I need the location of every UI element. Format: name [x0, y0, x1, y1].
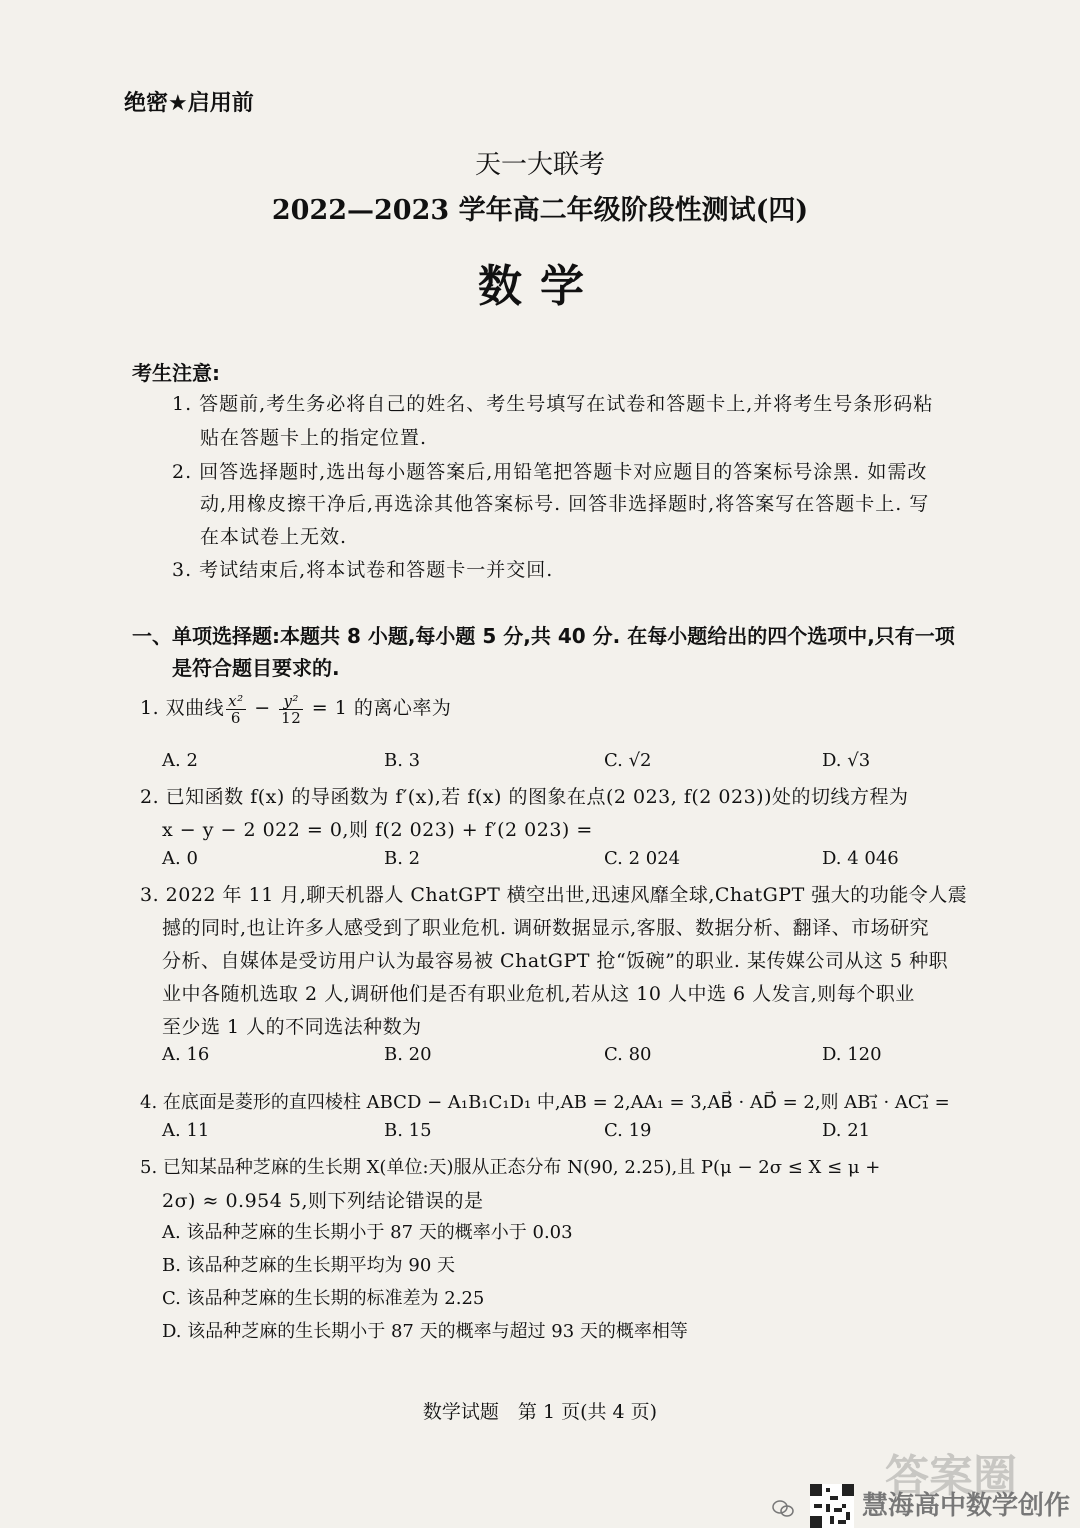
- question-3-line-1: 3. 2022 年 11 月,聊天机器人 ChatGPT 横空出世,迅速风靡全球,ChatGPT 强大的功能令人震: [140, 884, 968, 906]
- question-2-line-1: 2. 已知函数 f(x) 的导函数为 f′(x),若 f(x) 的图象在点(2 023, f(2 023))处的切线方程为: [140, 786, 909, 808]
- watermark-logo: 答案圈: [885, 1451, 1017, 1502]
- notice-item-2-line-3: 在本试卷上无效.: [200, 526, 348, 548]
- q1-suffix: = 1 的离心率为: [305, 697, 452, 719]
- section-heading-line-2: 是符合题目要求的.: [172, 656, 340, 680]
- test-name: 2022—2023 学年高二年级阶段性测试(四): [271, 195, 809, 226]
- question-4-line-1: 4. 在底面是菱形的直四棱柱 ABCD − A₁B₁C₁D₁ 中,AB = 2,AA₁ = 3,AB⃗ · AD⃗ = 2,则 AB₁⃗ · AC₁⃗ =: [140, 1092, 950, 1113]
- question-1: [140, 690, 451, 726]
- q1-minus: −: [247, 697, 278, 719]
- q1-option-c: C. √2: [604, 750, 652, 771]
- notice-item-3: 3. 考试结束后,将本试卷和答题卡一并交回.: [172, 559, 554, 581]
- question-3-line-2: 撼的同时,也让许多人感受到了职业危机. 调研数据显示,客服、数据分析、翻译、市场研究: [162, 917, 930, 939]
- q1-fraction-y: [279, 693, 303, 726]
- notice-item-1-line-1: 1. 答题前,考生务必将自己的姓名、考生号填写在试卷和答题卡上,并将考生号条形码粘: [172, 393, 934, 415]
- q2-option-d: D. 4 046: [822, 848, 899, 869]
- q1-option-a: A. 2: [162, 750, 198, 771]
- q5-option-a: A. 该品种芝麻的生长期小于 87 天的概率小于 0.03: [162, 1222, 573, 1243]
- q3-option-c: C. 80: [604, 1044, 652, 1065]
- question-2-line-2: x − y − 2 022 = 0,则 f(2 023) + f′(2 023) =: [162, 819, 593, 841]
- question-5-line-2: 2σ) ≈ 0.954 5,则下列结论错误的是: [162, 1190, 484, 1212]
- q3-option-a: A. 16: [162, 1044, 210, 1065]
- q4-option-b: B. 15: [384, 1120, 432, 1141]
- q2-option-c: C. 2 024: [604, 848, 681, 869]
- section-heading-line-1: 一、单项选择题:本题共 8 小题,每小题 5 分,共 40 分. 在每小题给出的四个选项中,只有一项: [132, 624, 955, 648]
- page-footer: 数学试题 第 1 页(共 4 页): [422, 1401, 658, 1423]
- q5-option-d: D. 该品种芝麻的生长期小于 87 天的概率与超过 93 天的概率相等: [162, 1321, 688, 1342]
- q1-fraction-x: [226, 693, 245, 726]
- q3-option-b: B. 20: [384, 1044, 432, 1065]
- q1-prefix: 1. 双曲线: [140, 697, 225, 719]
- q4-option-c: C. 19: [604, 1120, 652, 1141]
- question-5-line-1: 5. 已知某品种芝麻的生长期 X(单位:天)服从正态分布 N(90, 2.25),且 P(μ − 2σ ≤ X ≤ μ +: [140, 1157, 881, 1178]
- question-3-line-5: 至少选 1 人的不同选法种数为: [162, 1016, 422, 1038]
- q1-fraction-x-num: x²: [228, 691, 244, 710]
- notice-item-1-line-2: 贴在答题卡上的指定位置.: [200, 427, 428, 449]
- subject-title: 数学: [478, 261, 602, 312]
- qr-code-icon: [810, 1484, 854, 1528]
- q5-option-b: B. 该品种芝麻的生长期平均为 90 天: [162, 1255, 456, 1276]
- q2-option-a: A. 0: [162, 848, 198, 869]
- q4-option-a: A. 11: [162, 1120, 210, 1141]
- q1-fraction-y-den: 12: [281, 708, 302, 727]
- confidential-label: 绝密★启用前: [124, 91, 254, 116]
- wechat-icon: [772, 1500, 794, 1518]
- notice-item-2-line-1: 2. 回答选择题时,选出每小题答案后,用铅笔把答题卡对应题目的答案标号涂黑. 如需改: [172, 461, 928, 483]
- q1-fraction-y-num: y²: [279, 693, 303, 710]
- q1-fraction-x-den: 6: [230, 708, 241, 727]
- q5-option-c: C. 该品种芝麻的生长期的标准差为 2.25: [162, 1288, 485, 1309]
- watermark-text: 慧海高中数学创作: [862, 1491, 1071, 1521]
- notice-title: 考生注意:: [132, 361, 220, 385]
- question-3-line-3: 分析、自媒体是受访用户认为最容易被 ChatGPT 抢“饭碗”的职业. 某传媒公司从这 5 种职: [162, 950, 949, 972]
- notice-item-2-line-2: 动,用橡皮擦干净后,再选涂其他答案标号. 回答非选择题时,将答案写在答题卡上. 写: [200, 493, 930, 515]
- question-3-line-4: 业中各随机选取 2 人,调研他们是否有职业危机,若从这 10 人中选 6 人发言,则每个职业: [162, 983, 915, 1005]
- q4-option-d: D. 21: [822, 1120, 871, 1141]
- q1-option-b: B. 3: [384, 750, 421, 771]
- q2-option-b: B. 2: [384, 848, 421, 869]
- q1-option-d: D. √3: [822, 750, 871, 771]
- organizer-title: 天一大联考: [474, 150, 605, 180]
- q3-option-d: D. 120: [822, 1044, 882, 1065]
